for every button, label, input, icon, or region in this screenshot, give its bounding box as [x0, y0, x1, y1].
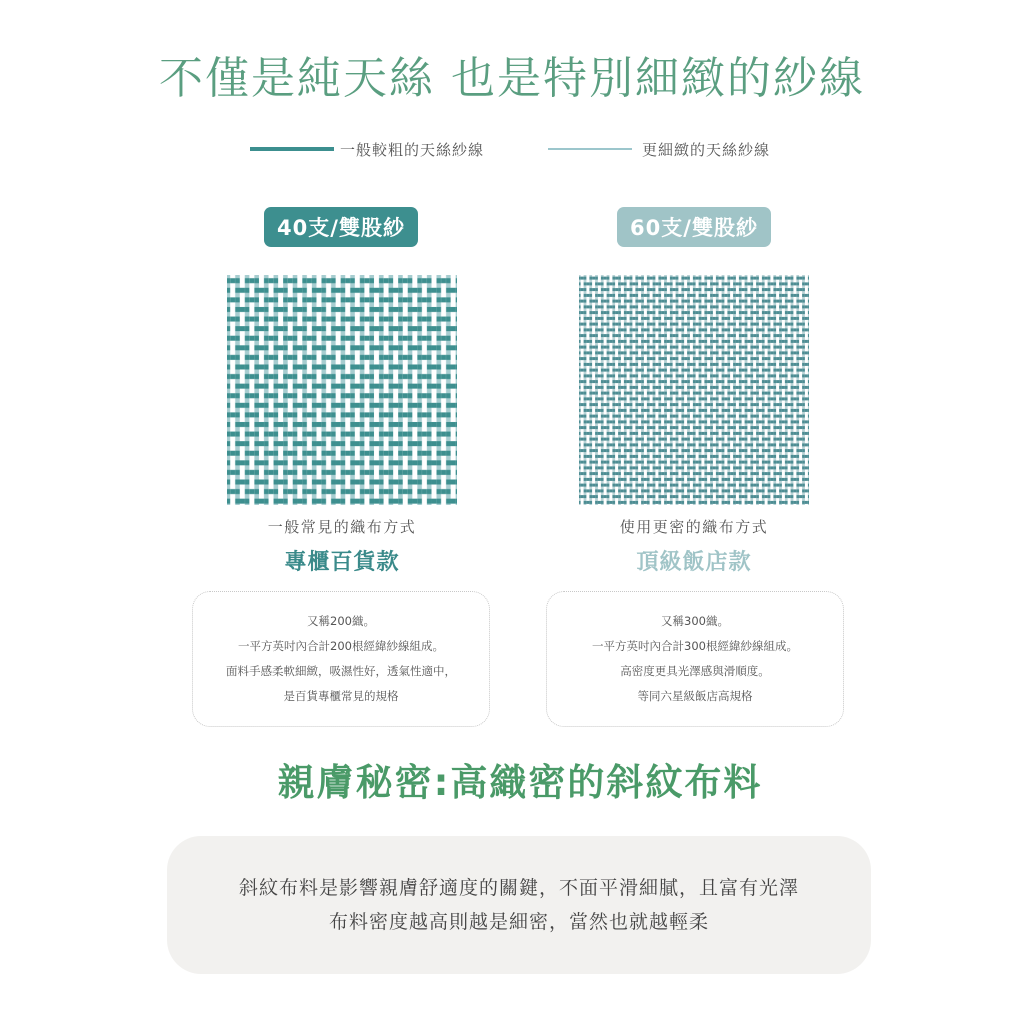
legend-fine-label: 更細緻的天絲紗線 [642, 140, 771, 159]
info-line: 一平方英吋內合計200根經緯紗線組成。 [238, 639, 444, 653]
product-department-store: 專櫃百貨款 [284, 550, 400, 575]
page-title: 不僅是純天絲 也是特別細緻的紗線 [159, 53, 865, 104]
product-hotel-grade: 頂級飯店款 [636, 550, 752, 575]
quote-box [167, 836, 871, 974]
info-box-300-thread [546, 591, 844, 727]
coarse-yarn-line-icon [250, 147, 334, 151]
legend-coarse-label: 一般較粗的天絲紗線 [340, 140, 485, 159]
section-heading: 親膚秘密:高織密的斜紋布料 [277, 761, 763, 804]
fine-yarn-line-icon [548, 148, 632, 150]
quote-line: 布料密度越高則越是細密，當然也就越輕柔 [328, 911, 709, 933]
info-line: 又稱300織。 [661, 614, 729, 628]
badge-40-count: 40支/雙股紗 [264, 207, 418, 247]
info-line: 高密度更具光澤感與滑順度。 [620, 664, 770, 678]
info-line: 一平方英吋內合計300根經緯紗線組成。 [592, 639, 798, 653]
weave-pattern-fine-icon [579, 275, 809, 505]
weave-pattern-coarse-icon [227, 275, 457, 505]
legend-fine [548, 138, 770, 160]
info-box-200-thread [192, 591, 490, 727]
info-line: 面料手感柔軟細緻，吸濕性好，透氣性適中， [226, 664, 456, 678]
info-line: 等同六星級飯店高規格 [637, 689, 753, 703]
info-line: 又稱200織。 [307, 614, 375, 628]
caption-common-weave: 一般常見的織布方式 [267, 518, 417, 536]
quote-line: 斜紋布料是影響親膚舒適度的關鍵，不面平滑細膩，且富有光澤 [238, 877, 799, 899]
info-line: 是百貨專櫃常見的規格 [283, 689, 399, 703]
caption-dense-weave: 使用更密的織布方式 [619, 518, 769, 536]
badge-60-count: 60支/雙股紗 [617, 207, 771, 247]
legend-coarse [250, 138, 484, 160]
